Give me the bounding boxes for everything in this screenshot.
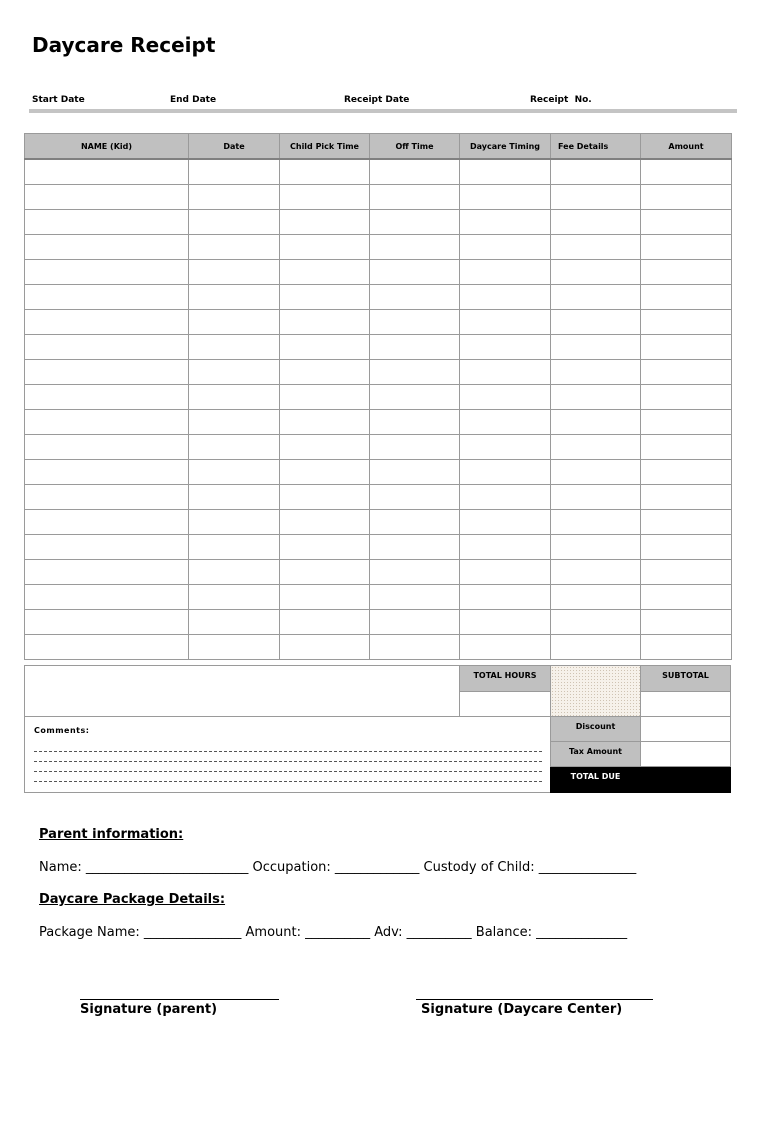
table-cell[interactable]	[280, 635, 370, 660]
table-row	[25, 385, 732, 410]
table-cell[interactable]	[370, 560, 460, 585]
table-cell[interactable]	[641, 360, 732, 385]
table-cell[interactable]	[189, 535, 280, 560]
table-row	[25, 510, 732, 535]
table-cell[interactable]	[189, 410, 280, 435]
table-cell[interactable]	[641, 235, 732, 260]
table-row	[25, 310, 732, 335]
table-cell[interactable]	[280, 435, 370, 460]
table-cell[interactable]	[460, 635, 551, 660]
table-cell[interactable]	[280, 410, 370, 435]
header-daycare-timing: Daycare Timing	[460, 134, 551, 160]
header-fee-details: Fee Details	[551, 134, 641, 160]
table-cell[interactable]	[370, 485, 460, 510]
table-cell[interactable]	[189, 510, 280, 535]
table-cell[interactable]	[460, 510, 551, 535]
table-row	[25, 285, 732, 310]
table-cell[interactable]	[460, 235, 551, 260]
comment-line	[34, 771, 542, 772]
table-cell[interactable]	[641, 285, 732, 310]
table-cell[interactable]	[280, 610, 370, 635]
table-cell[interactable]	[551, 560, 641, 585]
table-cell[interactable]	[25, 560, 189, 585]
table-cell[interactable]	[551, 185, 641, 210]
table-cell[interactable]	[551, 635, 641, 660]
table-cell[interactable]	[551, 235, 641, 260]
table-cell[interactable]	[280, 560, 370, 585]
table-cell[interactable]	[641, 435, 732, 460]
table-row	[25, 185, 732, 210]
table-cell[interactable]	[641, 585, 732, 610]
discount-label: Discount	[550, 716, 641, 742]
table-row	[25, 159, 732, 185]
table-cell[interactable]	[370, 260, 460, 285]
table-cell[interactable]	[370, 360, 460, 385]
table-cell[interactable]	[189, 635, 280, 660]
table-cell[interactable]	[641, 460, 732, 485]
receipt-no-label: Receipt No.	[530, 95, 592, 105]
table-row	[25, 560, 732, 585]
table-cell[interactable]	[189, 610, 280, 635]
subtotal-label: SUBTOTAL	[640, 665, 731, 692]
table-cell[interactable]	[641, 385, 732, 410]
table-cell[interactable]	[370, 460, 460, 485]
table-cell[interactable]	[280, 460, 370, 485]
page-title: Daycare Receipt	[32, 33, 216, 57]
table-cell[interactable]	[25, 159, 189, 185]
summary-blank-area	[24, 665, 460, 717]
table-cell[interactable]	[189, 159, 280, 185]
table-cell[interactable]	[641, 510, 732, 535]
table-cell[interactable]	[551, 435, 641, 460]
meta-divider	[29, 109, 737, 113]
table-cell[interactable]	[280, 235, 370, 260]
table-cell[interactable]	[551, 159, 641, 185]
table-cell[interactable]	[641, 410, 732, 435]
receipt-table	[24, 133, 732, 660]
table-row	[25, 460, 732, 485]
table-cell[interactable]	[370, 610, 460, 635]
parent-info-fields[interactable]: Name: _________________________ Occupation: _____________ Custody of Child: _______________	[39, 860, 637, 875]
table-cell[interactable]	[460, 435, 551, 460]
table-cell[interactable]	[370, 335, 460, 360]
table-cell[interactable]	[551, 310, 641, 335]
end-date-label: End Date	[170, 95, 217, 105]
table-cell[interactable]	[460, 185, 551, 210]
table-cell[interactable]	[189, 485, 280, 510]
table-cell[interactable]	[280, 285, 370, 310]
table-cell[interactable]	[280, 260, 370, 285]
table-cell[interactable]	[370, 435, 460, 460]
total-due-label: TOTAL DUE	[550, 767, 641, 793]
table-row	[25, 585, 732, 610]
summary-section	[24, 665, 731, 793]
table-cell[interactable]	[370, 210, 460, 235]
table-cell[interactable]	[280, 360, 370, 385]
table-cell[interactable]	[280, 535, 370, 560]
table-cell[interactable]	[551, 285, 641, 310]
table-cell[interactable]	[25, 185, 189, 210]
table-cell[interactable]	[25, 610, 189, 635]
total-hours-field[interactable]	[459, 691, 551, 717]
table-cell[interactable]	[189, 385, 280, 410]
table-cell[interactable]	[189, 560, 280, 585]
table-cell[interactable]	[25, 260, 189, 285]
table-cell[interactable]	[189, 185, 280, 210]
tax-amount-label: Tax Amount	[550, 741, 641, 767]
comment-line	[34, 751, 542, 752]
table-cell[interactable]	[460, 335, 551, 360]
discount-field[interactable]	[640, 716, 731, 742]
table-cell[interactable]	[25, 360, 189, 385]
table-cell[interactable]	[641, 210, 732, 235]
table-cell[interactable]	[280, 585, 370, 610]
table-cell[interactable]	[551, 535, 641, 560]
table-cell[interactable]	[25, 535, 189, 560]
table-row	[25, 360, 732, 385]
package-details-fields[interactable]: Package Name: _______________ Amount: __________ Adv: __________ Balance: ______________	[39, 925, 628, 940]
table-cell[interactable]	[370, 510, 460, 535]
table-cell[interactable]	[460, 535, 551, 560]
table-cell[interactable]	[641, 159, 732, 185]
table-cell[interactable]	[25, 210, 189, 235]
table-row	[25, 235, 732, 260]
table-cell[interactable]	[370, 185, 460, 210]
table-cell[interactable]	[370, 385, 460, 410]
table-cell[interactable]	[641, 635, 732, 660]
table-cell[interactable]	[189, 285, 280, 310]
table-row	[25, 635, 732, 660]
table-cell[interactable]	[189, 460, 280, 485]
receipt-date-label: Receipt Date	[344, 95, 410, 105]
table-cell[interactable]	[460, 210, 551, 235]
parent-info-heading: Parent information:	[39, 827, 184, 842]
receipt-meta-row	[0, 95, 762, 107]
table-cell[interactable]	[370, 285, 460, 310]
comment-line	[34, 781, 542, 782]
table-cell[interactable]	[641, 260, 732, 285]
table-cell[interactable]	[370, 159, 460, 185]
table-cell[interactable]	[370, 585, 460, 610]
table-cell[interactable]	[280, 159, 370, 185]
header-child-pick-time: Child Pick Time	[280, 134, 370, 160]
table-cell[interactable]	[460, 385, 551, 410]
table-cell[interactable]	[551, 610, 641, 635]
table-cell[interactable]	[460, 410, 551, 435]
table-cell[interactable]	[25, 485, 189, 510]
table-cell[interactable]	[189, 310, 280, 335]
table-row	[25, 410, 732, 435]
table-cell[interactable]	[551, 260, 641, 285]
table-cell[interactable]	[25, 510, 189, 535]
table-cell[interactable]	[25, 385, 189, 410]
table-row	[25, 435, 732, 460]
table-row	[25, 535, 732, 560]
total-due-field[interactable]	[640, 767, 731, 793]
table-cell[interactable]	[460, 285, 551, 310]
table-cell[interactable]	[551, 585, 641, 610]
table-cell[interactable]	[25, 635, 189, 660]
header-amount: Amount	[641, 134, 732, 160]
table-cell[interactable]	[280, 335, 370, 360]
table-cell[interactable]	[460, 159, 551, 185]
tax-amount-field[interactable]	[640, 741, 731, 767]
package-details-heading: Daycare Package Details:	[39, 892, 226, 907]
parent-signature-line[interactable]	[80, 999, 279, 1000]
table-cell[interactable]	[25, 335, 189, 360]
table-cell[interactable]	[280, 210, 370, 235]
table-cell[interactable]	[189, 360, 280, 385]
table-header-row	[25, 134, 732, 160]
table-cell[interactable]	[641, 535, 732, 560]
table-cell[interactable]	[189, 235, 280, 260]
table-cell[interactable]	[460, 585, 551, 610]
table-row	[25, 335, 732, 360]
comments-box[interactable]	[24, 716, 551, 793]
table-cell[interactable]	[25, 285, 189, 310]
table-cell[interactable]	[280, 385, 370, 410]
table-cell[interactable]	[189, 210, 280, 235]
table-row	[25, 260, 732, 285]
table-cell[interactable]	[551, 410, 641, 435]
header-off-time: Off Time	[370, 134, 460, 160]
table-cell[interactable]	[25, 435, 189, 460]
table-cell[interactable]	[551, 360, 641, 385]
center-signature-label: Signature (Daycare Center)	[421, 1002, 623, 1017]
table-row	[25, 610, 732, 635]
table-cell[interactable]	[460, 485, 551, 510]
shaded-box	[550, 665, 641, 717]
table-cell[interactable]	[551, 460, 641, 485]
table-cell[interactable]	[189, 335, 280, 360]
table-cell[interactable]	[460, 360, 551, 385]
table-cell[interactable]	[370, 535, 460, 560]
table-cell[interactable]	[460, 310, 551, 335]
parent-signature-label: Signature (parent)	[80, 1002, 218, 1017]
table-cell[interactable]	[551, 485, 641, 510]
table-body	[25, 159, 732, 660]
table-cell[interactable]	[189, 260, 280, 285]
subtotal-field[interactable]	[640, 691, 731, 717]
table-row	[25, 485, 732, 510]
table-cell[interactable]	[189, 435, 280, 460]
table-cell[interactable]	[460, 260, 551, 285]
table-cell[interactable]	[460, 560, 551, 585]
table-cell[interactable]	[280, 485, 370, 510]
table-cell[interactable]	[641, 310, 732, 335]
table-cell[interactable]	[641, 485, 732, 510]
table-cell[interactable]	[25, 410, 189, 435]
table-cell[interactable]	[280, 185, 370, 210]
start-date-label: Start Date	[32, 95, 85, 105]
table-cell[interactable]	[551, 210, 641, 235]
table-cell[interactable]	[460, 610, 551, 635]
table-cell[interactable]	[641, 185, 732, 210]
center-signature-line[interactable]	[416, 999, 653, 1000]
table-cell[interactable]	[25, 460, 189, 485]
table-cell[interactable]	[280, 310, 370, 335]
table-cell[interactable]	[25, 585, 189, 610]
table-cell[interactable]	[280, 510, 370, 535]
table-cell[interactable]	[641, 610, 732, 635]
header-name-kid: NAME (Kid)	[25, 134, 189, 160]
table-cell[interactable]	[551, 385, 641, 410]
table-row	[25, 210, 732, 235]
table-cell[interactable]	[189, 585, 280, 610]
table-cell[interactable]	[25, 235, 189, 260]
comment-line	[34, 761, 542, 762]
table-cell[interactable]	[551, 510, 641, 535]
header-date: Date	[189, 134, 280, 160]
table-cell[interactable]	[370, 635, 460, 660]
table-cell[interactable]	[460, 460, 551, 485]
table-cell[interactable]	[551, 335, 641, 360]
total-hours-label: TOTAL HOURS	[459, 665, 551, 692]
table-cell[interactable]	[370, 410, 460, 435]
comments-label: Comments:	[34, 726, 90, 735]
table-cell[interactable]	[641, 335, 732, 360]
table-cell[interactable]	[641, 560, 732, 585]
table-cell[interactable]	[370, 310, 460, 335]
table-cell[interactable]	[25, 310, 189, 335]
table-cell[interactable]	[370, 235, 460, 260]
